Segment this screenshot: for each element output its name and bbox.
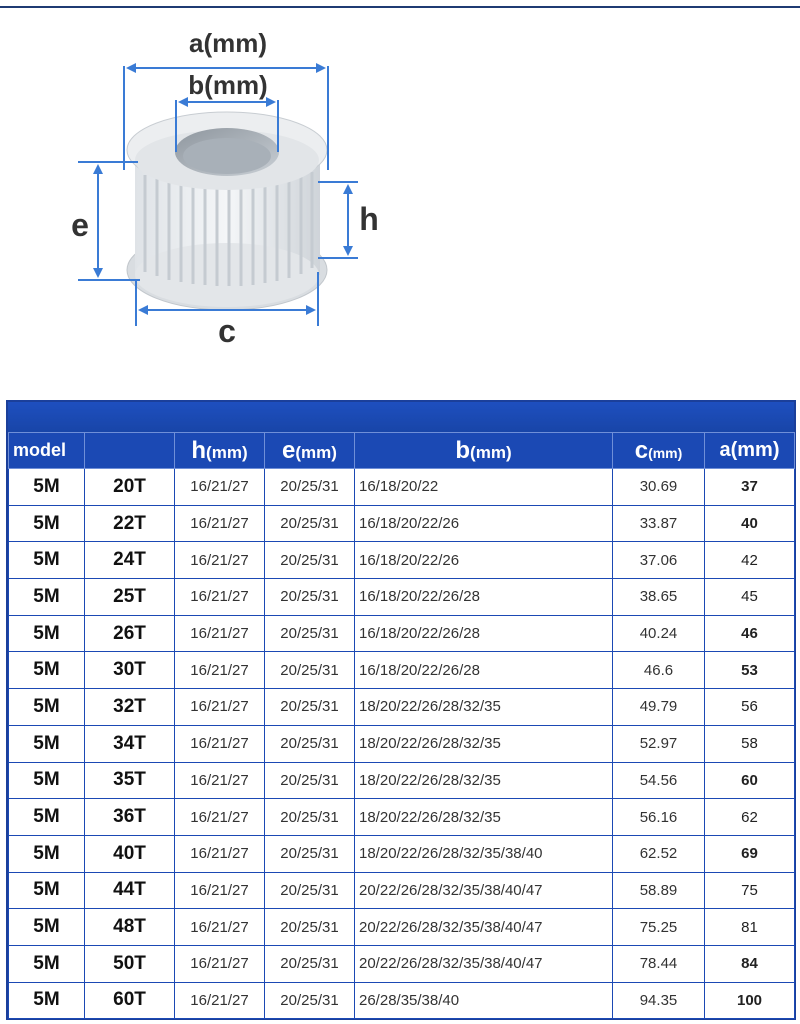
cell-a: 56 [705, 689, 795, 726]
table-row [9, 725, 795, 762]
cell-model: 5M [9, 835, 85, 872]
cell-model: 5M [9, 982, 85, 1019]
cell-a: 60 [705, 762, 795, 799]
header-model: model [9, 433, 85, 469]
cell-teeth: 26T [85, 615, 175, 652]
cell-teeth: 30T [85, 652, 175, 689]
cell-h: 16/21/27 [175, 652, 265, 689]
cell-e: 20/25/31 [265, 725, 355, 762]
cell-c: 75.25 [613, 909, 705, 946]
cell-c: 30.69 [613, 469, 705, 506]
cell-model: 5M [9, 872, 85, 909]
cell-model: 5M [9, 652, 85, 689]
table-row [9, 615, 795, 652]
cell-teeth: 32T [85, 689, 175, 726]
cell-h: 16/21/27 [175, 945, 265, 982]
cell-e: 20/25/31 [265, 652, 355, 689]
pulley-drawing [0, 10, 800, 380]
cell-teeth: 34T [85, 725, 175, 762]
cell-c: 37.06 [613, 542, 705, 579]
header-h [175, 433, 265, 469]
header-c [613, 433, 705, 469]
cell-c: 49.79 [613, 689, 705, 726]
cell-e: 20/25/31 [265, 909, 355, 946]
cell-h: 16/21/27 [175, 725, 265, 762]
cell-e: 20/25/31 [265, 469, 355, 506]
cell-model: 5M [9, 542, 85, 579]
table-row [9, 945, 795, 982]
cell-b: 16/18/20/22/26/28 [355, 615, 613, 652]
cell-a: 75 [705, 872, 795, 909]
cell-c: 58.89 [613, 872, 705, 909]
cell-c: 56.16 [613, 799, 705, 836]
cell-teeth: 20T [85, 469, 175, 506]
table-row [9, 469, 795, 506]
cell-teeth: 35T [85, 762, 175, 799]
cell-model: 5M [9, 689, 85, 726]
header-e-letter: e [282, 436, 296, 464]
cell-h: 16/21/27 [175, 799, 265, 836]
cell-e: 20/25/31 [265, 542, 355, 579]
table-body [9, 469, 795, 1019]
cell-b: 16/18/20/22/26 [355, 505, 613, 542]
cell-c: 38.65 [613, 579, 705, 616]
cell-model: 5M [9, 469, 85, 506]
cell-a: 62 [705, 799, 795, 836]
cell-e: 20/25/31 [265, 872, 355, 909]
cell-b: 20/22/26/28/32/35/38/40/47 [355, 872, 613, 909]
spec-table [8, 432, 795, 1019]
cell-b: 16/18/20/22/26/28 [355, 652, 613, 689]
cell-e: 20/25/31 [265, 762, 355, 799]
cell-model: 5M [9, 762, 85, 799]
cell-c: 94.35 [613, 982, 705, 1019]
header-b [355, 433, 613, 469]
cell-h: 16/21/27 [175, 835, 265, 872]
cell-b: 16/18/20/22/26/28 [355, 579, 613, 616]
cell-e: 20/25/31 [265, 835, 355, 872]
cell-e: 20/25/31 [265, 799, 355, 836]
cell-h: 16/21/27 [175, 542, 265, 579]
table-row [9, 982, 795, 1019]
cell-h: 16/21/27 [175, 505, 265, 542]
cell-b: 16/18/20/22 [355, 469, 613, 506]
label-e: e [71, 207, 89, 243]
cell-b: 18/20/22/26/28/32/35 [355, 799, 613, 836]
table-row [9, 799, 795, 836]
table-row [9, 835, 795, 872]
header-a: a(mm) [705, 433, 795, 469]
cell-teeth: 44T [85, 872, 175, 909]
pulley-diagram [0, 10, 800, 380]
cell-model: 5M [9, 799, 85, 836]
label-c: c [218, 313, 236, 349]
table-row [9, 542, 795, 579]
cell-teeth: 22T [85, 505, 175, 542]
cell-a: 40 [705, 505, 795, 542]
cell-h: 16/21/27 [175, 982, 265, 1019]
cell-teeth: 25T [85, 579, 175, 616]
cell-e: 20/25/31 [265, 945, 355, 982]
table-row [9, 579, 795, 616]
cell-b: 18/20/22/26/28/32/35 [355, 725, 613, 762]
cell-b: 18/20/22/26/28/32/35/38/40 [355, 835, 613, 872]
cell-e: 20/25/31 [265, 615, 355, 652]
cell-teeth: 40T [85, 835, 175, 872]
header-row [9, 433, 795, 469]
cell-a: 100 [705, 982, 795, 1019]
cell-c: 52.97 [613, 725, 705, 762]
table-row [9, 652, 795, 689]
cell-e: 20/25/31 [265, 579, 355, 616]
cell-c: 54.56 [613, 762, 705, 799]
header-c-unit: (mm) [648, 444, 683, 461]
table-row [9, 872, 795, 909]
cell-h: 16/21/27 [175, 579, 265, 616]
cell-model: 5M [9, 909, 85, 946]
top-rule [0, 6, 800, 8]
cell-teeth: 60T [85, 982, 175, 1019]
cell-b: 18/20/22/26/28/32/35 [355, 762, 613, 799]
header-teeth [85, 433, 175, 469]
cell-a: 42 [705, 542, 795, 579]
header-b-unit: (mm) [470, 442, 512, 462]
cell-e: 20/25/31 [265, 689, 355, 726]
cell-model: 5M [9, 725, 85, 762]
cell-model: 5M [9, 945, 85, 982]
cell-a: 69 [705, 835, 795, 872]
cell-teeth: 48T [85, 909, 175, 946]
cell-b: 16/18/20/22/26 [355, 542, 613, 579]
table-row [9, 505, 795, 542]
cell-a: 46 [705, 615, 795, 652]
cell-teeth: 50T [85, 945, 175, 982]
header-b-letter: b [455, 436, 471, 464]
cell-a: 58 [705, 725, 795, 762]
cell-h: 16/21/27 [175, 762, 265, 799]
header-e-unit: (mm) [295, 442, 337, 462]
table-row [9, 909, 795, 946]
cell-c: 33.87 [613, 505, 705, 542]
table-row [9, 689, 795, 726]
spec-table-container [6, 400, 796, 1020]
cell-b: 20/22/26/28/32/35/38/40/47 [355, 945, 613, 982]
cell-h: 16/21/27 [175, 872, 265, 909]
cell-e: 20/25/31 [265, 505, 355, 542]
cell-h: 16/21/27 [175, 689, 265, 726]
header-c-letter: c [634, 436, 649, 464]
cell-a: 37 [705, 469, 795, 506]
cell-model: 5M [9, 505, 85, 542]
cell-c: 40.24 [613, 615, 705, 652]
label-a: a(mm) [188, 28, 268, 58]
cell-a: 53 [705, 652, 795, 689]
cell-b: 18/20/22/26/28/32/35 [355, 689, 613, 726]
cell-model: 5M [9, 579, 85, 616]
cell-a: 84 [705, 945, 795, 982]
label-h: h [359, 201, 379, 237]
cell-h: 16/21/27 [175, 615, 265, 652]
table-banner [8, 402, 794, 432]
cell-model: 5M [9, 615, 85, 652]
cell-b: 26/28/35/38/40 [355, 982, 613, 1019]
cell-e: 20/25/31 [265, 982, 355, 1019]
cell-c: 62.52 [613, 835, 705, 872]
cell-c: 46.6 [613, 652, 705, 689]
cell-a: 45 [705, 579, 795, 616]
header-e [265, 433, 355, 469]
cell-teeth: 36T [85, 799, 175, 836]
label-b: b(mm) [188, 70, 268, 100]
cell-h: 16/21/27 [175, 909, 265, 946]
cell-teeth: 24T [85, 542, 175, 579]
cell-h: 16/21/27 [175, 469, 265, 506]
cell-a: 81 [705, 909, 795, 946]
header-h-unit: (mm) [206, 442, 248, 462]
table-row [9, 762, 795, 799]
cell-b: 20/22/26/28/32/35/38/40/47 [355, 909, 613, 946]
cell-c: 78.44 [613, 945, 705, 982]
header-h-letter: h [191, 436, 207, 464]
